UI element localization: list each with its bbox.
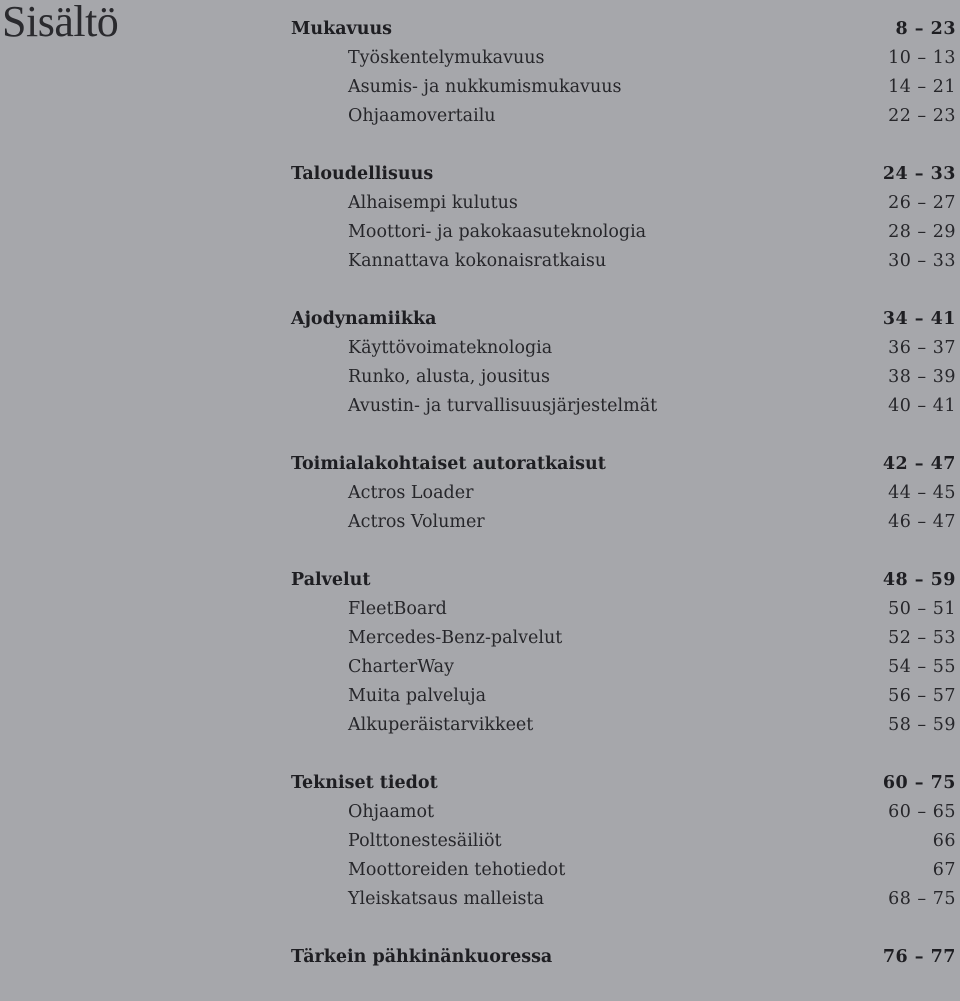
toc-heading-label: Ajodynamiikka [291, 309, 437, 329]
toc-item-label: CharterWay [348, 657, 454, 677]
toc-section [291, 160, 956, 276]
toc-heading-label: Palvelut [291, 570, 371, 590]
toc-item-pages: 38 – 39 [888, 367, 956, 387]
toc-item[interactable] [291, 595, 956, 624]
toc-item-label: Kannattava kokonaisratkaisu [348, 251, 607, 271]
toc-section [291, 566, 956, 740]
toc-item-pages: 30 – 33 [888, 251, 956, 271]
toc-item-label: FleetBoard [348, 599, 447, 619]
toc-heading-label: Tärkein pähkinänkuoressa [291, 947, 553, 967]
toc-item-pages: 36 – 37 [888, 338, 956, 358]
toc-heading-pages: 34 – 41 [882, 309, 956, 329]
toc-section [291, 450, 956, 537]
toc-item-label: Moottori- ja pakokaasuteknologia [348, 222, 647, 242]
toc-item-pages: 66 [932, 831, 956, 851]
toc-item[interactable] [291, 363, 956, 392]
toc-item-pages: 44 – 45 [888, 483, 956, 503]
toc-item-pages: 22 – 23 [888, 106, 956, 126]
toc-item-pages: 58 – 59 [888, 715, 956, 735]
toc-item-label: Ohjaamot [348, 802, 435, 822]
toc-item[interactable] [291, 682, 956, 711]
toc-item[interactable] [291, 798, 956, 827]
toc-item-label: Yleiskatsaus malleista [348, 889, 545, 909]
toc-item[interactable] [291, 392, 956, 421]
toc-item[interactable] [291, 711, 956, 740]
toc-item-label: Polttonestesäiliöt [348, 831, 502, 851]
toc-item-label: Työskentelymukavuus [348, 48, 545, 68]
toc-item-label: Alhaisempi kulutus [348, 193, 518, 213]
toc-item-pages: 68 – 75 [888, 889, 956, 909]
toc-item-label: Runko, alusta, jousitus [348, 367, 550, 387]
toc-item-pages: 60 – 65 [888, 802, 956, 822]
toc-item-label: Ohjaamovertailu [348, 106, 496, 126]
toc-item-pages: 54 – 55 [888, 657, 956, 677]
toc-item-label: Alkuperäistarvikkeet [348, 715, 534, 735]
toc-item-pages: 67 [932, 860, 956, 880]
toc-item[interactable] [291, 827, 956, 856]
toc-item-pages: 52 – 53 [888, 628, 956, 648]
toc-item[interactable] [291, 479, 956, 508]
toc-item-pages: 28 – 29 [888, 222, 956, 242]
toc-section [291, 769, 956, 914]
toc-section-heading[interactable] [291, 15, 956, 44]
toc-heading-label: Tekniset tiedot [291, 773, 438, 793]
toc-item[interactable] [291, 508, 956, 537]
toc-section-heading[interactable] [291, 160, 956, 189]
toc-item-pages: 26 – 27 [888, 193, 956, 213]
toc-item-label: Mercedes-Benz-palvelut [348, 628, 563, 648]
toc-item-label: Käyttövoimateknologia [348, 338, 553, 358]
toc-item[interactable] [291, 885, 956, 914]
toc-item-pages: 40 – 41 [888, 396, 956, 416]
toc-item[interactable] [291, 334, 956, 363]
toc-item-pages: 56 – 57 [888, 686, 956, 706]
toc-item[interactable] [291, 189, 956, 218]
toc-item-label: Muita palveluja [348, 686, 487, 706]
toc-item[interactable] [291, 102, 956, 131]
toc-item-label: Actros Loader [348, 483, 474, 503]
toc-item[interactable] [291, 653, 956, 682]
toc-heading-pages: 76 – 77 [882, 947, 956, 967]
toc-item-pages: 50 – 51 [888, 599, 956, 619]
toc-section-heading[interactable] [291, 566, 956, 595]
toc-section-heading[interactable] [291, 305, 956, 334]
toc-heading-pages: 8 – 23 [895, 19, 956, 39]
table-of-contents [291, 15, 956, 1001]
toc-item-pages: 14 – 21 [888, 77, 956, 97]
toc-item[interactable] [291, 856, 956, 885]
toc-section-heading[interactable] [291, 450, 956, 479]
toc-item-label: Moottoreiden tehotiedot [348, 860, 566, 880]
toc-item[interactable] [291, 247, 956, 276]
toc-heading-label: Mukavuus [291, 19, 393, 39]
toc-item[interactable] [291, 44, 956, 73]
toc-heading-pages: 48 – 59 [882, 570, 956, 590]
toc-heading-label: Taloudellisuus [291, 164, 434, 184]
toc-heading-label: Toimialakohtaiset autoratkaisut [291, 454, 606, 474]
toc-section [291, 305, 956, 421]
toc-item[interactable] [291, 218, 956, 247]
toc-heading-pages: 24 – 33 [882, 164, 956, 184]
toc-item-pages: 10 – 13 [888, 48, 956, 68]
toc-item-label: Avustin- ja turvallisuusjärjestelmät [348, 396, 658, 416]
toc-heading-pages: 60 – 75 [882, 773, 956, 793]
page-title: Sisältö [2, 0, 119, 46]
toc-item-label: Actros Volumer [348, 512, 485, 532]
toc-item[interactable] [291, 624, 956, 653]
toc-heading-pages: 42 – 47 [882, 454, 956, 474]
toc-section [291, 15, 956, 131]
toc-item[interactable] [291, 73, 956, 102]
toc-section-heading[interactable] [291, 769, 956, 798]
toc-item-label: Asumis- ja nukkumismukavuus [348, 77, 622, 97]
toc-item-pages: 46 – 47 [888, 512, 956, 532]
